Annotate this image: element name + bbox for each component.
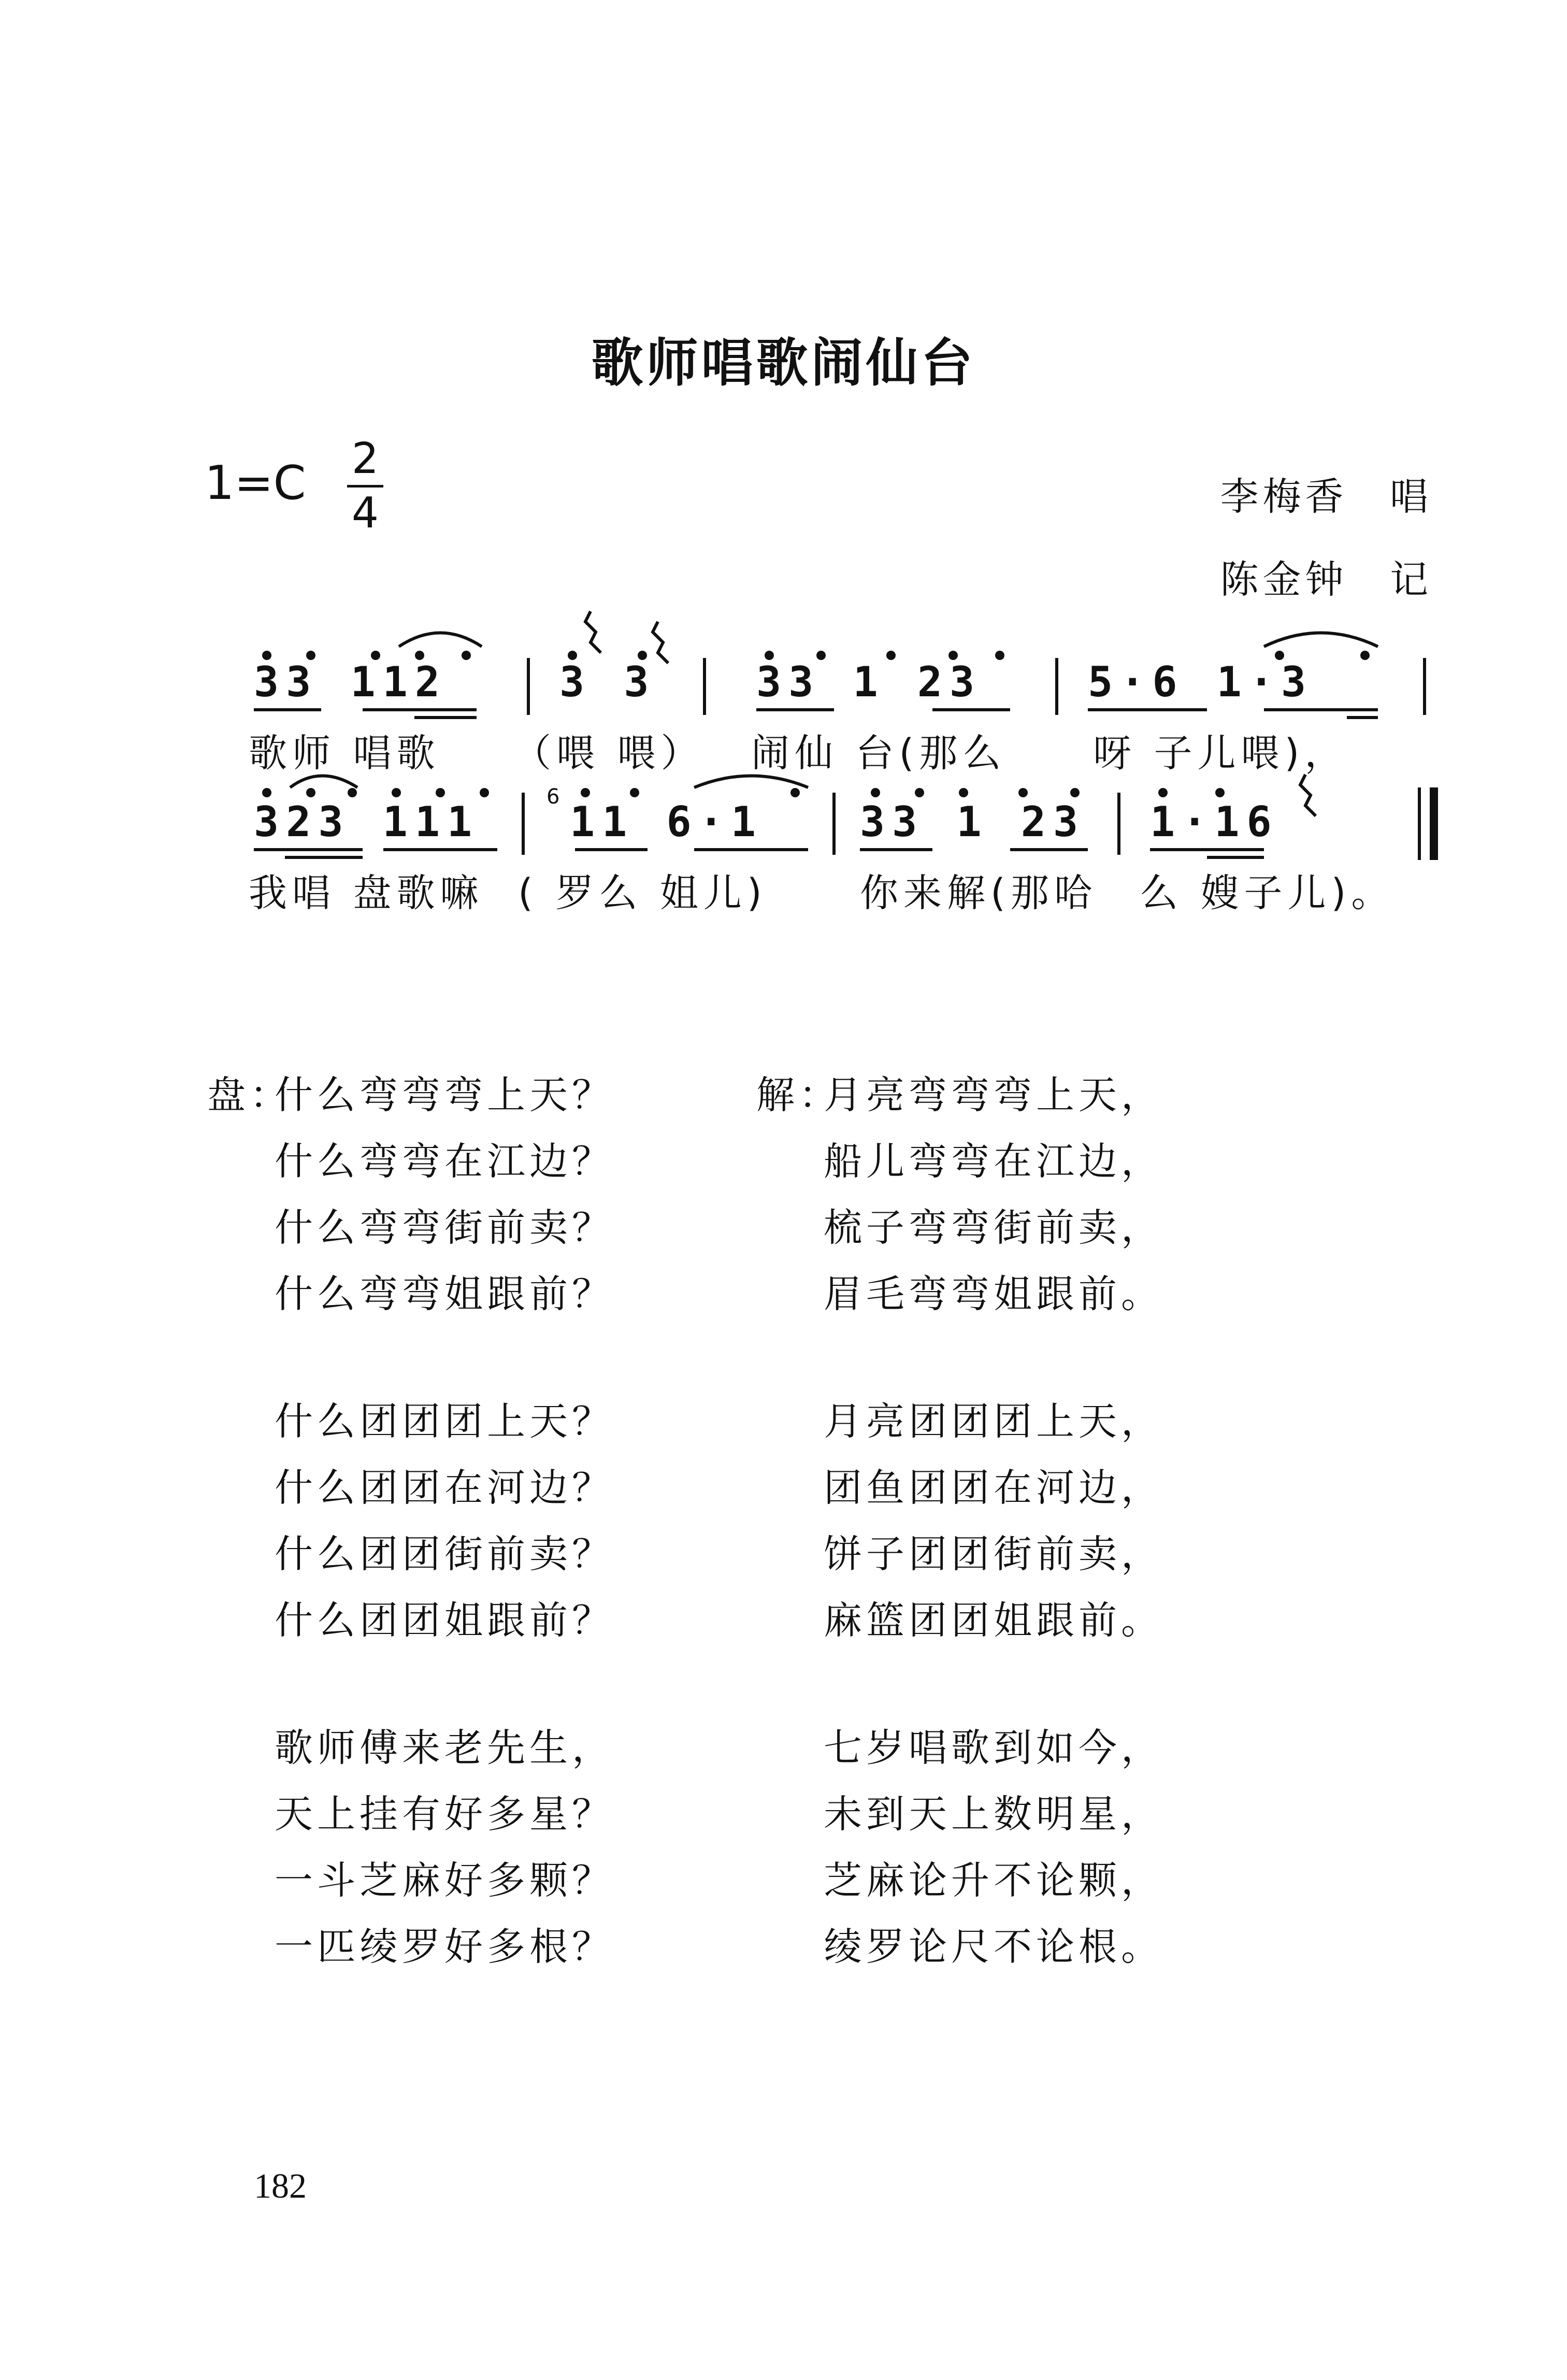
- grace-note: 6: [547, 785, 560, 809]
- singer-role: 唱: [1390, 475, 1432, 519]
- transcriber-role: 记: [1390, 557, 1432, 602]
- verse-line: 麻篮团团姐跟前。: [824, 1598, 1163, 1643]
- verse-line: 歌师傅来老先生，: [275, 1726, 614, 1770]
- measure-notes: 33 1 23: [860, 798, 1086, 846]
- verse-line: 什么团团街前卖？: [275, 1532, 614, 1576]
- octave-dot: [1070, 788, 1080, 797]
- verse-line: 什么弯弯在江边？: [275, 1139, 614, 1184]
- octave-dot: [1215, 788, 1225, 797]
- octave-dot: [995, 651, 1004, 660]
- verse-line: 梳子弯弯街前卖，: [824, 1206, 1163, 1250]
- verse-line: 什么弯弯弯上天？: [275, 1073, 614, 1117]
- transcriber-name: 陈金钟: [1220, 557, 1348, 602]
- octave-dot: [630, 788, 639, 797]
- ask-label: 盘：: [207, 1073, 292, 1117]
- lyric-segment: 么 嫂子儿)。: [1140, 871, 1395, 915]
- octave-dot: [790, 788, 800, 797]
- verse-line: 月亮弯弯弯上天，: [824, 1073, 1163, 1117]
- verse-ask-column: [275, 1715, 614, 1980]
- octave-dot: [1360, 651, 1370, 660]
- verse-line: 船儿弯弯在江边，: [824, 1139, 1163, 1184]
- slur: [1264, 633, 1378, 647]
- octave-dot: [871, 788, 880, 797]
- singer-name: 李梅香: [1220, 475, 1348, 519]
- octave-dot: [262, 788, 271, 797]
- octave-dot: [915, 788, 924, 797]
- answer-label: 解：: [756, 1073, 841, 1117]
- verse-answer-column: [824, 1388, 1163, 1654]
- time-signature-top: 2: [351, 434, 379, 483]
- measure-notes: 1·16: [1150, 798, 1279, 846]
- octave-dot: [581, 788, 590, 797]
- lyric-segment: 你来解(那哈: [860, 871, 1098, 915]
- verse-line: 七岁唱歌到如今，: [824, 1726, 1163, 1770]
- measure-notes: 323 111: [254, 798, 480, 846]
- lyric-segment: （喂 喂）: [513, 731, 705, 776]
- octave-dot: [306, 788, 315, 797]
- octave-dot: [480, 788, 489, 797]
- octave-dot: [1018, 788, 1028, 797]
- verse-line: 芝麻论升不论颗，: [824, 1858, 1163, 1903]
- measure-notes: 33 112: [254, 658, 447, 706]
- lyric-segment: ( 罗么 姐儿): [518, 871, 767, 915]
- verse-line: 月亮团团团上天，: [824, 1399, 1163, 1444]
- octave-dot: [392, 788, 401, 797]
- verse-line: 眉毛弯弯姐跟前。: [824, 1272, 1163, 1316]
- glide-mark: [1300, 775, 1316, 816]
- time-signature-bottom: 4: [351, 489, 379, 538]
- octave-dot: [1158, 788, 1168, 797]
- verse-ask-column: [275, 1388, 614, 1654]
- verse-answer-column: [824, 1715, 1163, 1980]
- lyric-segment: 歌师 唱歌: [249, 731, 440, 776]
- verse-line: 未到天上数明星，: [824, 1792, 1163, 1837]
- measure-notes: 33 1 23: [756, 658, 982, 706]
- verse-line: 什么团团团上天？: [275, 1399, 614, 1444]
- glide-mark: [585, 611, 601, 653]
- verse-line: 饼子团团街前卖，: [824, 1532, 1163, 1576]
- octave-dot: [959, 788, 968, 797]
- measure-notes: 11 6·1: [570, 798, 763, 846]
- verse-ask-column: [275, 1062, 614, 1327]
- lyric-segment: 呀 子儿喂)，: [1093, 731, 1348, 776]
- verse-line: 什么弯弯街前卖？: [275, 1206, 614, 1250]
- verse-line: 什么团团在河边？: [275, 1466, 614, 1510]
- verse-line: 一斗芝麻好多颗？: [275, 1858, 614, 1903]
- verse-answer-column: [824, 1062, 1163, 1327]
- lyric-segment: 我唱 盘歌嘛: [249, 871, 484, 915]
- measure-notes: 3 3: [559, 658, 656, 706]
- key-signature: 1=C: [205, 456, 306, 510]
- lyric-segment: 闹仙 台(那么: [751, 731, 1007, 776]
- score-decorations: [0, 0, 1567, 984]
- glide-mark: [653, 622, 668, 663]
- slur: [399, 633, 482, 647]
- verse-line: 绫罗论尺不论根。: [824, 1925, 1163, 1969]
- octave-dot: [436, 788, 445, 797]
- verse-line: 团鱼团团在河边，: [824, 1466, 1163, 1510]
- verse-line: 一匹绫罗好多根？: [275, 1925, 614, 1969]
- measure-notes: 5·6 1·3: [1088, 658, 1314, 706]
- verse-line: 天上挂有好多星？: [275, 1792, 614, 1837]
- song-title: 歌师唱歌闹仙台: [591, 333, 976, 393]
- octave-dot: [348, 788, 357, 797]
- octave-dot: [462, 651, 471, 660]
- page-number: 182: [254, 2166, 307, 2205]
- verse-line: 什么团团姐跟前？: [275, 1598, 614, 1643]
- verse-line: 什么弯弯姐跟前？: [275, 1272, 614, 1316]
